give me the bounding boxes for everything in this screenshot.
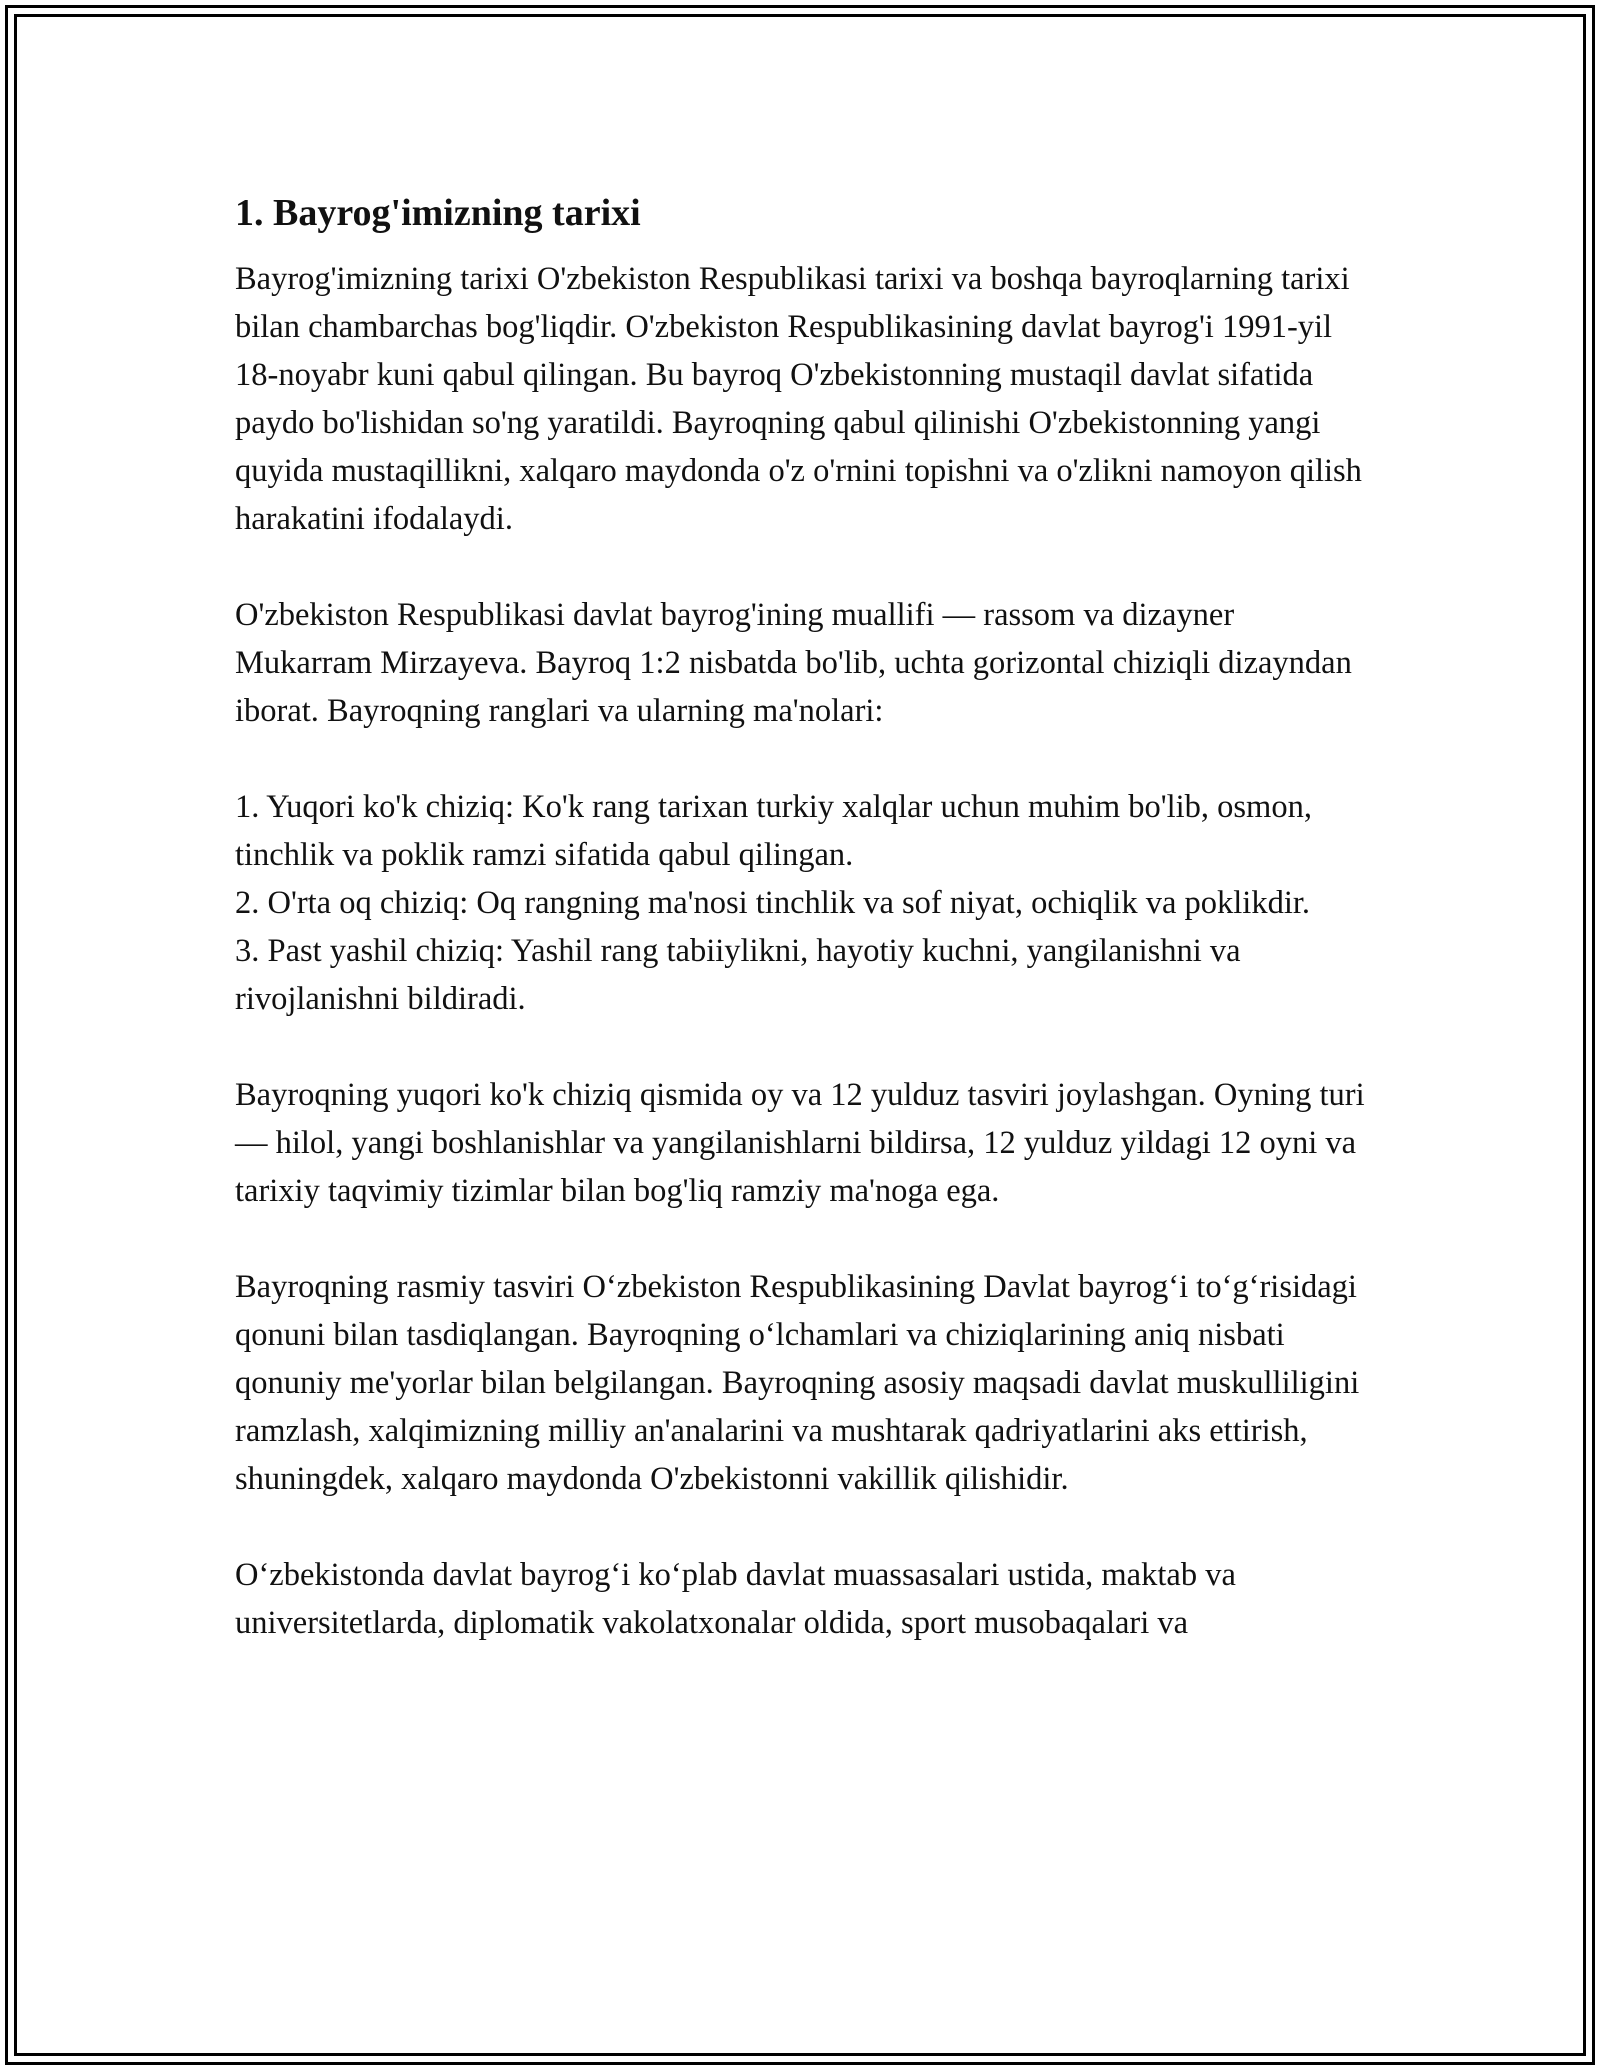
paragraph-usage: O‘zbekistonda davlat bayrog‘i ko‘plab davlat muassasalari ustida, maktab va universitetlarda, diplomatik vakolatxonalar oldida, sport musobaqalari va — [235, 1557, 1236, 1641]
section-heading: 1. Bayrog'imizning tarixi — [235, 192, 641, 234]
paragraph-moon-stars: Bayroqning yuqori ko'k chiziq qismida oy va 12 yulduz tasviri joylashgan. Oyning turi — hilol, yangi boshlanishlar va yangilanishlarni bildirsa, 12 yulduz yildagi 12 oyni va tarixiy taqvimiy tizimlar bilan bog'liq ramziy ma'noga ega. — [235, 1077, 1365, 1209]
list-item-blue-stripe: 1. Yuqori ko'k chiziq: Ko'k rang tarixan turkiy xalqlar uchun muhim bo'lib, osmon, tinchlik va poklik ramzi sifatida qabul qilingan. — [235, 789, 1312, 873]
paragraph-history: Bayrog'imizning tarixi O'zbekiston Respublikasi tarixi va boshqa bayroqlarning tarixi bilan chambarchas bog'liqdir. O'zbekiston Respublikasining davlat bayrog'i 1991-yil 18-noyabr kuni qabul qilingan. Bu bayroq O'zbekistonning mustaqil davlat sifatida paydo bo'lishidan so'ng yaratildi. Bayroqning qabul qilinishi O'zbekistonning yangi quyida mustaqillikni, xalqaro maydonda o'z o'rnini topishni va o'zlikni namoyon qilish harakatini ifodalaydi. — [235, 261, 1362, 537]
paragraph-author: O'zbekiston Respublikasi davlat bayrog'ining muallifi — rassom va dizayner Mukarram Mirzayeva. Bayroq 1:2 nisbatda bo'lib, uchta gorizontal chiziqli dizayndan iborat. Bayroqning ranglari va ularning ma'nolari: — [235, 597, 1352, 729]
list-item-white-stripe: 2. O'rta oq chiziq: Oq rangning ma'nosi tinchlik va sof niyat, ochiqlik va poklikdir. — [235, 885, 1311, 921]
list-item-green-stripe: 3. Past yashil chiziq: Yashil rang tabiiylikni, hayotiy kuchni, yangilanishni va rivojlanishni bildiradi. — [235, 933, 1241, 1017]
color-meanings-list — [235, 783, 1375, 1023]
paragraph-official-image: Bayroqning rasmiy tasviri O‘zbekiston Respublikasining Davlat bayrog‘i to‘g‘risidagi qonuni bilan tasdiqlangan. Bayroqning o‘lchamlari va chiziqlarining aniq nisbati qonuniy me'yorlar bilan belgilangan. Bayroqning asosiy maqsadi davlat muskulliligini ramzlash, xalqimizning milliy an'analarini va mushtarak qadriyatlarini aks ettirish, shuningdek, xalqaro maydonda O'zbekistonni vakillik qilishidir. — [235, 1269, 1360, 1497]
document-body — [235, 188, 1375, 1695]
